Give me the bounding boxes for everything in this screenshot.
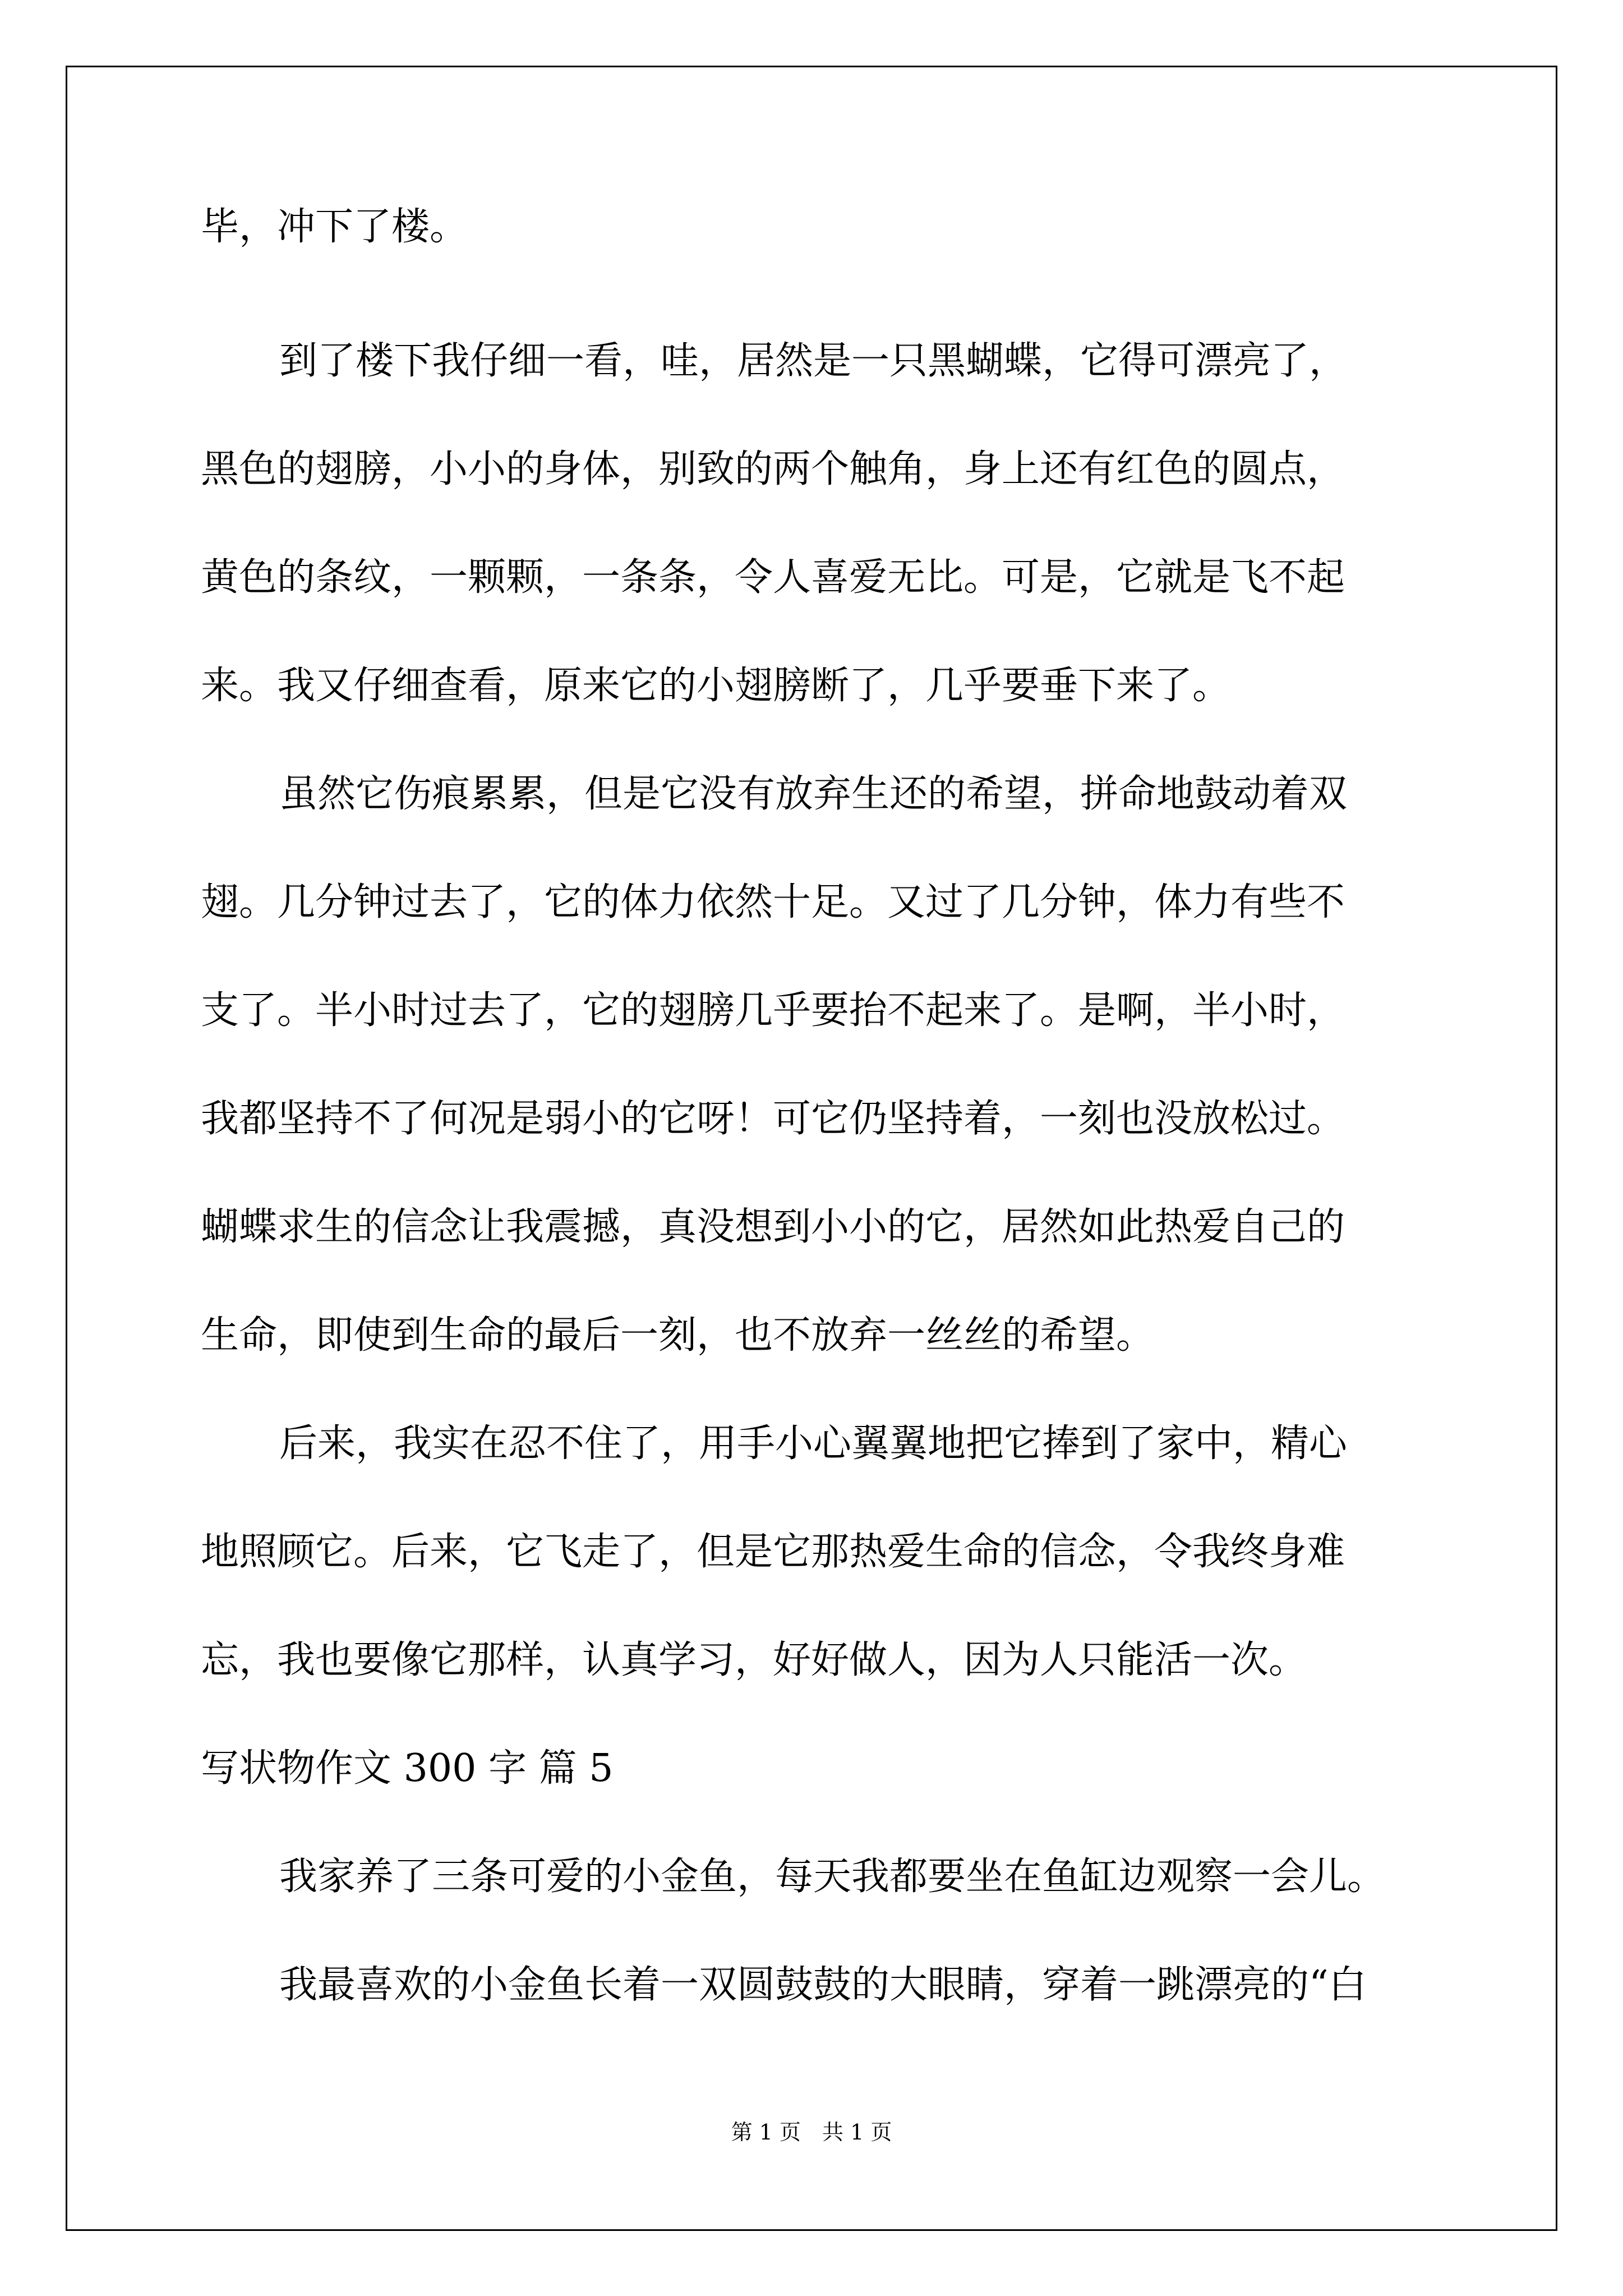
section-heading: 写状物作文 300 字 篇 5 <box>201 1746 614 1791</box>
paragraph-line: 虽然它伤痕累累，但是它没有放弃生还的希望，拼命地鼓动着双 <box>279 772 1348 816</box>
paragraph-line: 黄色的条纹，一颗颗，一条条，令人喜爱无比。可是，它就是飞不起 <box>201 555 1345 600</box>
paragraph-line: 支了。半小时过去了，它的翅膀几乎要抬不起来了。是啊，半小时， <box>201 988 1345 1033</box>
paragraph-line: 忘，我也要像它那样，认真学习，好好做人，因为人只能活一次。 <box>201 1638 1307 1682</box>
paragraph-line: 蝴蝶求生的信念让我震撼，真没想到小小的它，居然如此热爱自己的 <box>201 1205 1345 1249</box>
paragraph-line: 我都坚持不了何况是弱小的它呀！可它仍坚持着，一刻也没放松过。 <box>201 1097 1345 1141</box>
paragraph-line: 我最喜欢的小金鱼长着一双圆鼓鼓的大眼睛，穿着一跳漂亮的“白 <box>279 1963 1367 2007</box>
paragraph-line: 生命，即使到生命的最后一刻，也不放弃一丝丝的希望。 <box>201 1313 1155 1358</box>
paragraph-line: 毕，冲下了楼。 <box>201 205 468 249</box>
paragraph-line: 我家养了三条可爱的小金鱼，每天我都要坐在鱼缸边观察一会儿。 <box>279 1855 1386 1899</box>
page-footer: 第 1 页 共 1 页 <box>731 2120 892 2145</box>
document-body <box>201 199 1435 2039</box>
paragraph-line: 翅。几分钟过去了，它的体力依然十足。又过了几分钟，体力有些不 <box>201 880 1345 924</box>
paragraph-line: 黑色的翅膀，小小的身体，别致的两个触角，身上还有红色的圆点， <box>201 447 1345 491</box>
paragraph-line: 后来，我实在忍不住了，用手小心翼翼地把它捧到了家中，精心 <box>279 1421 1348 1466</box>
paragraph-line: 到了楼下我仔细一看，哇，居然是一只黑蝴蝶，它得可漂亮了， <box>279 339 1348 383</box>
paragraph-line: 地照顾它。后来，它飞走了，但是它那热爱生命的信念，令我终身难 <box>201 1530 1345 1574</box>
paragraph-line: 来。我又仔细查看，原来它的小翅膀断了，几乎要垂下来了。 <box>201 664 1231 708</box>
